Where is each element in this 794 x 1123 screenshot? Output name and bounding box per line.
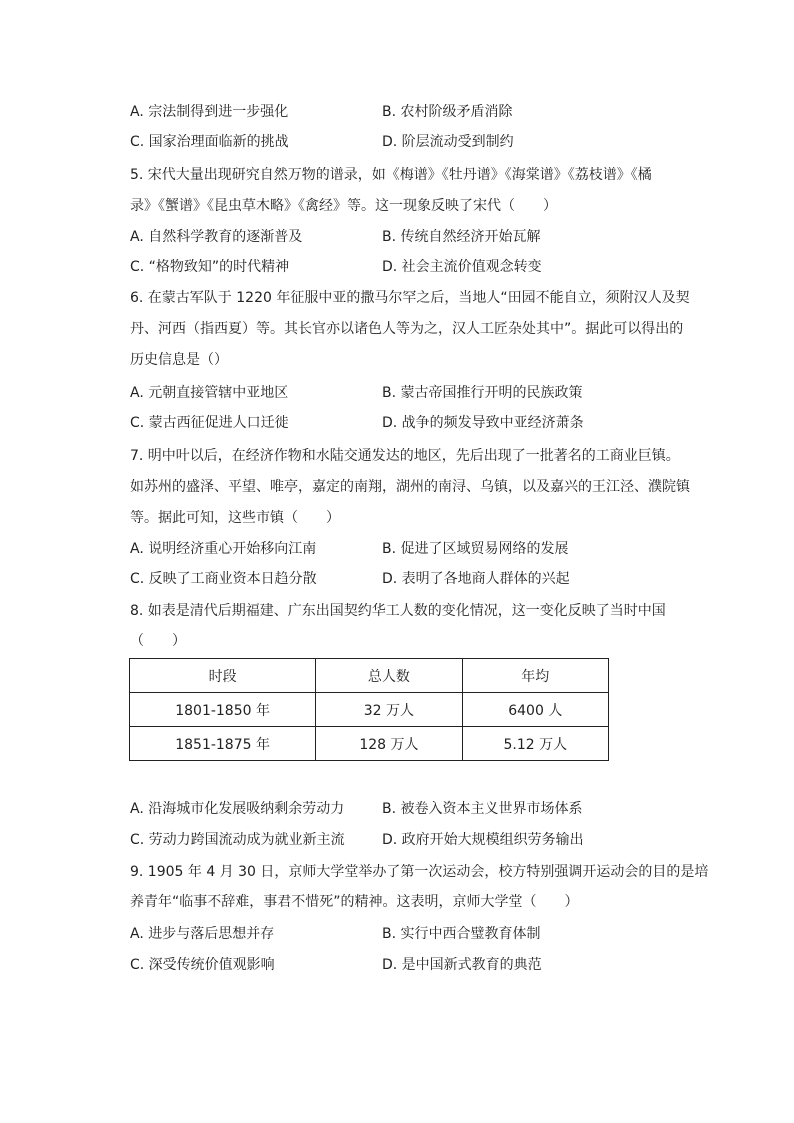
- q9-options-row-2: [130, 955, 690, 975]
- q9-option-d[interactable]: D. 是中国新式教育的典范: [382, 957, 542, 973]
- q9-options-row-1: [130, 924, 690, 944]
- q7-stem-line-1: 7. 明中叶以后，在经济作物和水陆交通发达的地区，先后出现了一批著名的工商业巨镇。: [130, 448, 680, 464]
- q9-option-b[interactable]: B. 实行中西合璧教育体制: [382, 926, 541, 942]
- q7-option-a[interactable]: A. 说明经济重心开始移向江南: [130, 541, 317, 557]
- q8-options-row-1: [130, 799, 690, 819]
- q8-option-b[interactable]: B. 被卷入资本主义世界市场体系: [382, 801, 583, 817]
- q7-stem-line-2: 如苏州的盛泽、平望、唯亭，嘉定的南翔，湖州的南浔、乌镇，以及嘉兴的王江泾、濮院镇: [130, 479, 690, 495]
- q8-option-c[interactable]: C. 劳动力跨国流动成为就业新主流: [130, 832, 345, 848]
- q4-option-b[interactable]: B. 农村阶级矛盾消除: [382, 104, 513, 120]
- table-cell: 1851-1875 年: [130, 727, 316, 761]
- table-header-row: [130, 659, 609, 693]
- q8-stem-line-1: 8. 如表是清代后期福建、广东出国契约华工人数的变化情况，这一变化反映了当时中国: [130, 603, 666, 619]
- q6-stem-line-3: 历史信息是（）: [130, 352, 228, 368]
- q5-option-c[interactable]: C. “格物致知”的时代精神: [130, 259, 290, 275]
- table-cell: 5.12 万人: [462, 727, 608, 761]
- q5-options-row-1: [130, 227, 690, 247]
- table-header-cell: 年均: [462, 659, 608, 693]
- q6-stem-line-1: 6. 在蒙古军队于 1220 年征服中亚的撒马尔罕之后，当地人“田园不能自立，须附汉人及契: [130, 290, 690, 306]
- table-cell: 1801-1850 年: [130, 693, 316, 727]
- table-row: [130, 693, 609, 727]
- q8-option-d[interactable]: D. 政府开始大规模组织劳务输出: [382, 832, 584, 848]
- table-cell: 6400 人: [462, 693, 608, 727]
- q5-stem-line-1: 5. 宋代大量出现研究自然万物的谱录，如《梅谱》《牡丹谱》《海棠谱》《荔枝谱》《橘: [130, 167, 652, 183]
- q4-option-a[interactable]: A. 宗法制得到进一步强化: [130, 104, 289, 120]
- q9-option-a[interactable]: A. 进步与落后思想并存: [130, 926, 275, 942]
- q7-options-row-2: [130, 569, 690, 589]
- table-cell: 32 万人: [316, 693, 462, 727]
- q5-option-a[interactable]: A. 自然科学教育的逐渐普及: [130, 229, 303, 245]
- table-header-cell: 时段: [130, 659, 316, 693]
- q4-option-c[interactable]: C. 国家治理面临新的挑战: [130, 134, 289, 150]
- q6-option-b[interactable]: B. 蒙古帝国推行开明的民族政策: [382, 385, 583, 401]
- q5-stem-line-2: 录》《蟹谱》《昆虫草木略》《禽经》等。这一现象反映了宋代（ ）: [130, 198, 557, 214]
- q6-stem-line-2: 丹、河西（指西夏）等。其长官亦以诸色人等为之，汉人工匠杂处其中”。据此可以得出的: [130, 321, 684, 337]
- table-cell: 128 万人: [316, 727, 462, 761]
- q5-option-b[interactable]: B. 传统自然经济开始瓦解: [382, 229, 541, 245]
- q4-options-row-2: [130, 132, 690, 152]
- q9-stem-line-1: 9. 1905 年 4 月 30 日，京师大学堂举办了第一次运动会，校方特别强调开运动会的目的是培: [130, 864, 709, 880]
- table-row: [130, 727, 609, 761]
- contract-labor-table: [129, 658, 609, 761]
- q4-option-d[interactable]: D. 阶层流动受到制约: [382, 134, 514, 150]
- q7-stem-line-3: 等。据此可知，这些市镇（ ）: [130, 510, 340, 526]
- q6-options-row-1: [130, 383, 690, 403]
- q6-options-row-2: [130, 413, 690, 433]
- q8-stem-line-2: （ ）: [130, 633, 186, 649]
- q7-option-c[interactable]: C. 反映了工商业资本日趋分散: [130, 571, 317, 587]
- q6-option-d[interactable]: D. 战争的频发导致中亚经济萧条: [382, 415, 584, 431]
- q6-option-a[interactable]: A. 元朝直接管辖中亚地区: [130, 385, 289, 401]
- q9-stem-line-2: 养青年“临事不辞难，事君不惜死”的精神。这表明，京师大学堂（ ）: [130, 894, 579, 910]
- q7-options-row-1: [130, 539, 690, 559]
- q7-option-b[interactable]: B. 促进了区域贸易网络的发展: [382, 541, 569, 557]
- q9-option-c[interactable]: C. 深受传统价值观影响: [130, 957, 275, 973]
- q5-options-row-2: [130, 257, 690, 277]
- q7-option-d[interactable]: D. 表明了各地商人群体的兴起: [382, 571, 570, 587]
- table-header-cell: 总人数: [316, 659, 462, 693]
- q4-options-row-1: [130, 102, 690, 122]
- q6-option-c[interactable]: C. 蒙古西征促进人口迁徙: [130, 415, 289, 431]
- q5-option-d[interactable]: D. 社会主流价值观念转变: [382, 259, 542, 275]
- q8-options-row-2: [130, 830, 690, 850]
- q8-option-a[interactable]: A. 沿海城市化发展吸纳剩余劳动力: [130, 801, 345, 817]
